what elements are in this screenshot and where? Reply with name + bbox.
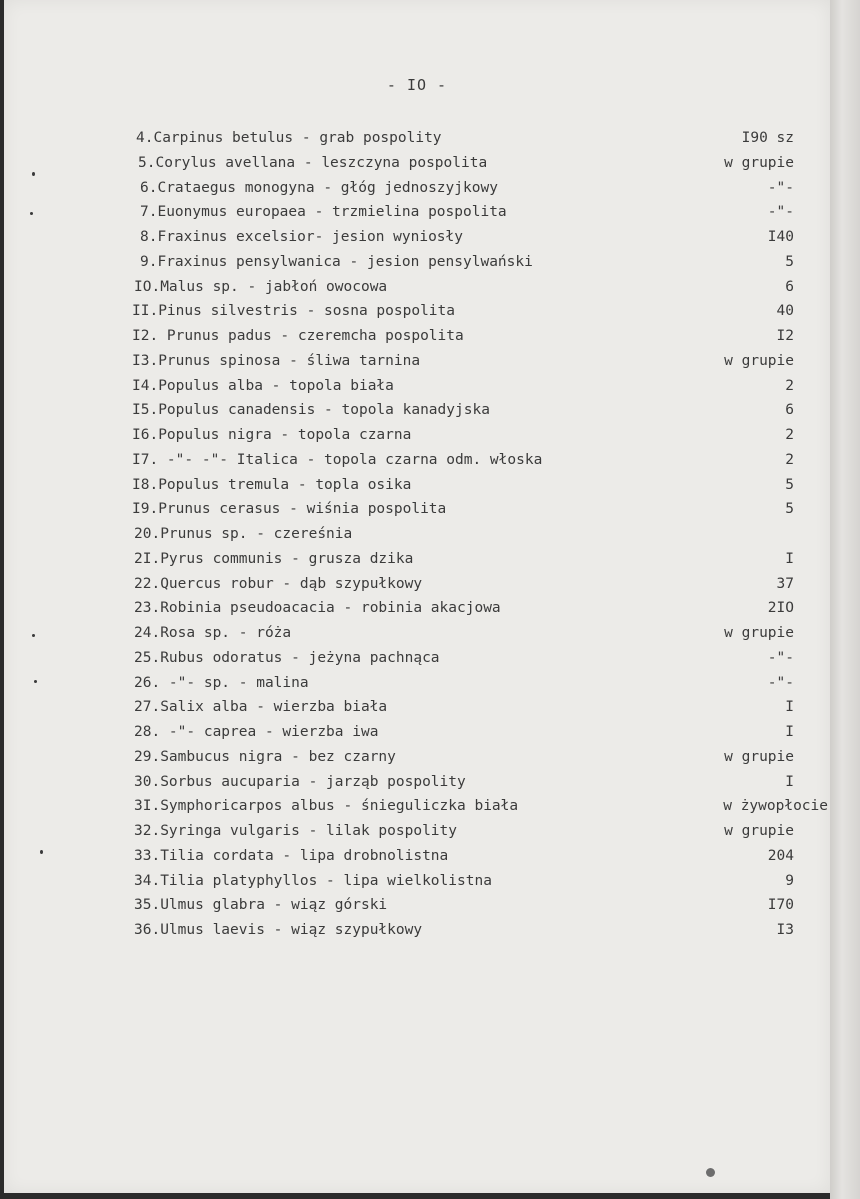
- species-name: 6.Crataegus monogyna - głóg jednoszyjkowy: [140, 179, 498, 196]
- species-name: IO.Malus sp. - jabłoń owocowa: [134, 278, 388, 295]
- species-name: 32.Syringa vulgaris - lilak pospolity: [134, 823, 458, 839]
- species-name: 8.Fraxinus excelsior- jesion wyniosły: [140, 229, 464, 245]
- species-quantity: 5: [785, 501, 794, 518]
- species-name: 34.Tilia platyphyllos - lipa wielkolistna: [134, 872, 492, 889]
- list-item: [4, 398, 830, 422]
- species-quantity: 2: [785, 427, 794, 443]
- list-item: [4, 695, 830, 719]
- scan-speck: [30, 212, 33, 215]
- list-item: [4, 770, 830, 794]
- species-name: 25.Rubus odoratus - jeżyna pachnąca: [134, 649, 440, 666]
- species-quantity: 6: [785, 278, 794, 295]
- list-item: [4, 151, 830, 175]
- list-item: [4, 918, 830, 942]
- scan-speck: [40, 850, 43, 854]
- list-item: [4, 819, 830, 843]
- list-item: [4, 473, 830, 497]
- species-name: I6.Populus nigra - topola czarna: [132, 427, 412, 443]
- species-quantity: 37: [776, 575, 794, 592]
- species-name: 26. -"- sp. - malina: [134, 674, 309, 691]
- species-name: I7. -"- -"- Italica - topola czarna odm. włoska: [132, 451, 543, 468]
- species-quantity: 5: [785, 476, 794, 493]
- species-name: 9.Fraxinus pensylwanica - jesion pensylwański: [140, 253, 533, 270]
- species-quantity: 40: [776, 303, 794, 320]
- scan-speck: [32, 634, 35, 637]
- list-item: [4, 522, 830, 546]
- list-item: [4, 547, 830, 571]
- list-item: [4, 176, 830, 200]
- species-name: 29.Sambucus nigra - bez czarny: [134, 748, 396, 765]
- species-quantity: w żywopłocie: [723, 798, 828, 815]
- document-page: [4, 0, 830, 1193]
- list-item: [4, 299, 830, 323]
- list-item: [4, 423, 830, 447]
- species-quantity: 2IO: [767, 600, 794, 617]
- species-name: 3I.Symphoricarpos albus - śnieguliczka biała: [134, 798, 519, 815]
- page-number: - IO -: [386, 76, 448, 94]
- list-item: [4, 794, 830, 818]
- list-item: [4, 869, 830, 893]
- species-quantity: I: [785, 724, 794, 740]
- list-item: [4, 596, 830, 620]
- species-name: I9.Prunus cerasus - wiśnia pospolita: [132, 501, 447, 518]
- species-name: 36.Ulmus laevis - wiąz szypułkowy: [134, 922, 423, 938]
- list-item: [4, 844, 830, 868]
- list-item: [4, 646, 830, 670]
- species-name: 33.Tilia cordata - lipa drobnolistna: [134, 847, 449, 864]
- species-quantity: -"-: [767, 204, 794, 221]
- list-item: [4, 448, 830, 472]
- species-quantity: -"-: [767, 649, 794, 666]
- species-name: 35.Ulmus glabra - wiąz górski: [134, 897, 388, 914]
- list-item: [4, 275, 830, 299]
- species-name: 22.Quercus robur - dąb szypułkowy: [134, 575, 423, 592]
- scan-speck: [706, 1168, 715, 1177]
- scan-speck: [34, 680, 37, 683]
- species-name: 4.Carpinus betulus - grab pospolity: [136, 130, 442, 146]
- scan-speck: [32, 172, 35, 176]
- list-item: [4, 745, 830, 769]
- list-item: [4, 126, 830, 150]
- species-quantity: I40: [767, 229, 794, 245]
- list-item: [4, 349, 830, 373]
- species-name: 23.Robinia pseudoacacia - robinia akacjowa: [134, 600, 501, 617]
- list-item: [4, 250, 830, 274]
- species-name: 28. -"- caprea - wierzba iwa: [134, 724, 379, 740]
- species-quantity: 204: [767, 847, 794, 864]
- species-name: 5.Corylus avellana - leszczyna pospolita: [138, 154, 488, 171]
- species-quantity: 5: [785, 253, 794, 270]
- species-name: 24.Rosa sp. - róża: [134, 625, 292, 641]
- species-quantity: I3: [776, 922, 794, 938]
- species-quantity: I2: [776, 328, 794, 344]
- page-edge-shadow: [830, 0, 860, 1199]
- species-quantity: w grupie: [724, 823, 794, 839]
- species-quantity: 2: [785, 377, 794, 394]
- species-name: 27.Salix alba - wierzba biała: [134, 699, 388, 716]
- list-item: [4, 893, 830, 917]
- list-item: [4, 225, 830, 249]
- species-name: 20.Prunus sp. - czereśnia: [134, 526, 353, 542]
- species-name: I3.Prunus spinosa - śliwa tarnina: [132, 352, 421, 369]
- species-quantity: -"-: [767, 179, 794, 196]
- species-name: 7.Euonymus europaea - trzmielina pospolita: [140, 204, 507, 221]
- species-name: 2I.Pyrus communis - grusza dzika: [134, 550, 414, 567]
- species-name: I2. Prunus padus - czeremcha pospolita: [132, 328, 464, 344]
- species-quantity: I90 sz: [741, 130, 794, 146]
- species-quantity: 9: [785, 872, 794, 889]
- species-quantity: I: [785, 699, 794, 716]
- species-name: I4.Populus alba - topola biała: [132, 377, 394, 394]
- species-quantity: 2: [785, 451, 794, 468]
- species-quantity: I: [785, 773, 794, 790]
- species-quantity: -"-: [767, 674, 794, 691]
- species-name: II.Pinus silvestris - sosna pospolita: [132, 303, 456, 320]
- list-item: [4, 374, 830, 398]
- species-quantity: I: [785, 550, 794, 567]
- list-item: [4, 324, 830, 348]
- species-quantity: w grupie: [724, 748, 794, 765]
- species-name: I8.Populus tremula - topla osika: [132, 476, 412, 493]
- list-item: [4, 497, 830, 521]
- species-quantity: I70: [767, 897, 794, 914]
- list-item: [4, 200, 830, 224]
- list-item: [4, 621, 830, 645]
- species-name: I5.Populus canadensis - topola kanadyjska: [132, 402, 490, 419]
- species-name: 30.Sorbus aucuparia - jarząb pospolity: [134, 773, 466, 790]
- species-quantity: w grupie: [724, 154, 794, 171]
- list-item: [4, 720, 830, 744]
- list-item: [4, 572, 830, 596]
- list-item: [4, 671, 830, 695]
- species-quantity: w grupie: [724, 352, 794, 369]
- species-quantity: 6: [785, 402, 794, 419]
- species-quantity: w grupie: [724, 625, 794, 641]
